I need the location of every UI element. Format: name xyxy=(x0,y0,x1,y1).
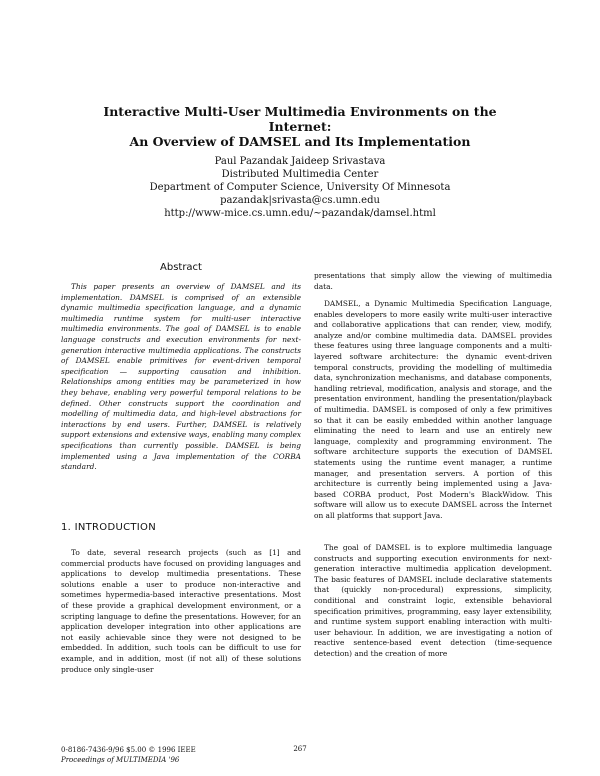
author-center: Distributed Multimedia Center xyxy=(221,169,379,180)
abstract-body xyxy=(61,282,301,473)
author-names: Paul Pazandak Jaideep Srivastava xyxy=(214,156,386,167)
title-line-1: Interactive Multi-User Multimedia Environments on the Internet: xyxy=(103,104,497,134)
right-column-continuation xyxy=(314,271,552,292)
abstract-heading: Abstract xyxy=(160,262,202,273)
paper-title xyxy=(80,104,520,149)
right-paragraph-c: The goal of DAMSEL is to explore multimedia language constructs and supporting execution environments for next-generation interactive multimedia application development. The basic features of DAMSEL include declarative statements that (quickly non-procedural) expressions, simplicity, conditional and constraint logic, extensible behavioral specification primitives, programming, easy layer extensibility, and runtime system support enabling interaction with multi-user behaviour. In addition, we are investigating a notion of reactive sentence-based event detection (time-sequence detection) and the creation of more xyxy=(314,543,552,658)
introduction-paragraph: To date, several research projects (such as [1] and commercial products have focused on providing languages and applications to develop multimedia presentations. These solutions enable a user to produce non-interactive and sometimes hypermedia-based interactive presentations. Most of these provide a graphical development environment, or a scripting language to define the presentations. However, for an application developer integration into other applications are not easily achievable since they were not designed to be embedded. In addition, such tools can be difficult to use for example, and in addition, most (if not all) of these solutions produce only single-user xyxy=(61,548,301,674)
introduction-body xyxy=(61,548,301,675)
footer-block xyxy=(61,745,196,765)
author-url: http://www-mice.cs.umn.edu/~pazandak/damsel.html xyxy=(164,208,436,219)
title-line-2: An Overview of DAMSEL and Its Implementation xyxy=(129,134,471,149)
right-paragraph-b: DAMSEL, a Dynamic Multimedia Specification Language, enables developers to more easily write multi-user interactive and collaborative applications that can render, view, modify, analyze and/or combine multimedia data. DAMSEL provides these features using three language components and a multi-layered software architecture: the dynamic event-driven temporal constructs, providing the modelling of multimedia data, synchronization mechanisms, and database components, handling retrieval, modification, analysis and storage, and the presentation environment, handling the presentation/playback of multimedia. DAMSEL is composed of only a few primitives so that it can be easily embedded within another language eliminating the need to learn and use an entirely new language, complexity and programming environment. The software architecture supports the execution of DAMSEL statements using the runtime event manager, a runtime manager, and presentation servers. A portion of this architecture is currently being implemented using a Java-based CORBA product, Post Modern's BlackWidow. This software will allow us to execute DAMSEL across the Internet on all platforms that support Java. xyxy=(314,299,552,520)
footer-proceedings: Proceedings of MULTIMEDIA '96 xyxy=(61,756,180,764)
abstract-paragraph: This paper presents an overview of DAMSEL and its implementation. DAMSEL is comprised of an extensible dynamic multimedia specification language, and a dynamic multimedia runtime system for multi-user interactive multimedia environments. The goal of DAMSEL is to enable language constructs and execution environments for next-generation interactive multimedia applications. The constructs of DAMSEL enable primitives for event-driven temporal specification — supporting causation and inhibition. Relationships among entities may be parameterized in how they behave, enabling very powerful temporal relations to be defined. Other constructs support the coordination and modelling of multimedia data, and high-level abstractions for interactions by end users. Further, DAMSEL is relatively support extensions and extensive ways, enabling many complex specifications than currently possible. DAMSEL is being implemented using a Java implementation of the CORBA standard. xyxy=(61,282,301,472)
right-column-damsel-overview xyxy=(314,299,552,521)
author-block xyxy=(80,155,520,220)
right-column-goal xyxy=(314,543,552,660)
right-paragraph-a: presentations that simply allow the viewing of multimedia data. xyxy=(314,271,552,291)
introduction-heading: 1. INTRODUCTION xyxy=(61,522,156,533)
footer-copyright: 0-8186-7436-9/96 $5.00 © 1996 IEEE xyxy=(61,746,196,754)
author-emails: pazandak|srivasta@cs.umn.edu xyxy=(220,195,380,206)
author-department: Department of Computer Science, University Of Minnesota xyxy=(149,182,451,193)
page-number: 267 xyxy=(293,745,307,753)
